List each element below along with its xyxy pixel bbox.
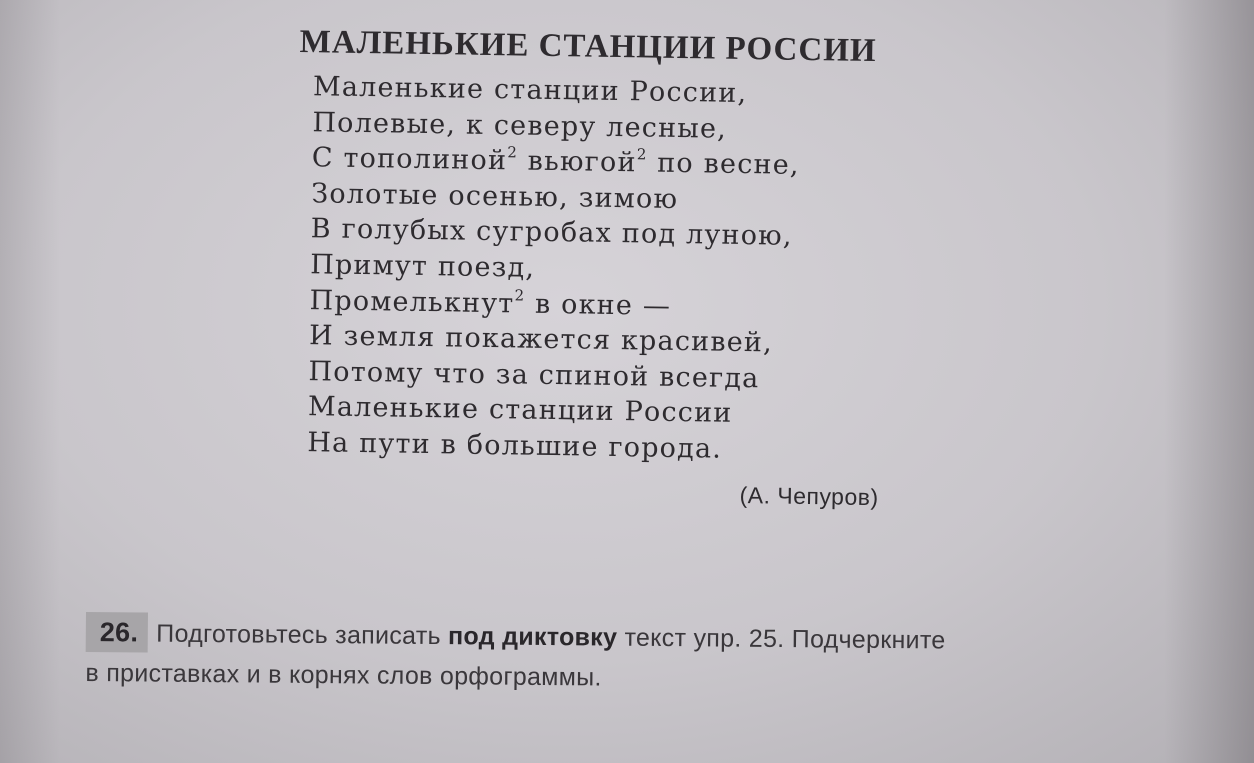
exercise-text-bold: под диктовку — [447, 622, 618, 652]
poem-author: (А. Чепуров) — [739, 481, 879, 510]
poem-line-text: в окне — — [524, 288, 672, 322]
poem-line-text: вьюгой — [517, 145, 637, 179]
poem-line-text: Промелькнут — [309, 284, 515, 319]
poem-line-text: Полевые, к северу лесные, — [312, 106, 728, 145]
footnote-marker: 2 — [636, 145, 648, 164]
poem-line-text: И земля покажется красивей, — [308, 320, 774, 359]
exercise-26 — [85, 612, 1166, 702]
poem-line-text: С тополиной — [311, 142, 508, 177]
poem-line-text: Маленькие станции России, — [312, 71, 748, 110]
exercise-line-2: в приставках и в корнях слов орфограммы. — [85, 658, 602, 692]
exercise-text-end: текст упр. 25. Подчеркните — [617, 623, 946, 655]
poem-line-text: по весне, — [647, 147, 800, 182]
exercise-text-start: Подготовьтесь записать — [156, 619, 449, 651]
poem-lines — [307, 69, 939, 470]
poem-line-text: Примут поезд, — [309, 249, 536, 284]
footnote-marker: 2 — [507, 143, 519, 162]
page-shadow-right — [1164, 0, 1254, 763]
page-shadow-left — [0, 0, 60, 763]
poem — [292, 24, 939, 512]
poem-line-text: На пути в большие города. — [307, 427, 723, 465]
footnote-marker: 2 — [514, 285, 526, 305]
poem-line-text: Маленькие станции России — [307, 391, 733, 430]
poem-line-text: Золотые осенью, зимою — [311, 177, 679, 215]
poem-line-text: Потому что за спиной всегда — [308, 355, 760, 395]
poem-title: МАЛЕНЬКИЕ СТАНЦИИ РОССИИ — [299, 24, 877, 70]
poem-line-text: В голубых сугробах под луною, — [310, 213, 793, 253]
exercise-number: 26. — [86, 612, 149, 653]
